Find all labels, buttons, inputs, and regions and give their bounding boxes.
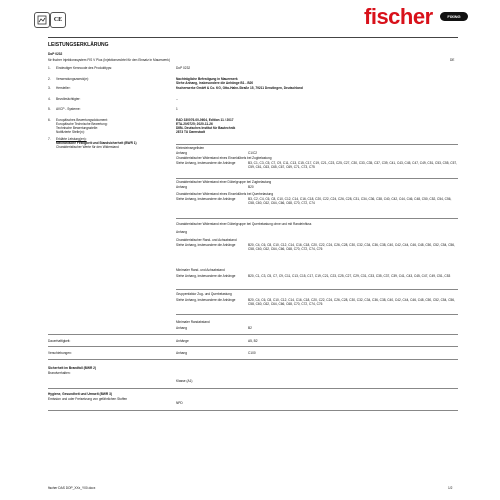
fischer-logo: fischer (364, 4, 433, 29)
footer-page-number: 1/2 (448, 486, 453, 490)
page-title: LEISTUNGSERKLÄRUNG (48, 42, 109, 48)
divider (176, 218, 458, 219)
divider (176, 289, 458, 290)
divider (48, 359, 458, 360)
doc-subtitle: für fischer Injektionssystem FIS V Plus (Injektionsmörtel für den Einsatz in Mauerwerk) (48, 58, 170, 62)
document-badge-icon (34, 12, 50, 28)
dop-number: DoP 0232 (48, 52, 63, 56)
footer-filename: fischer DAS DOP_XXx_Y00.docx (48, 486, 96, 490)
divider (176, 144, 458, 145)
divider (48, 346, 458, 347)
header-rule (48, 37, 458, 38)
divider (176, 314, 458, 315)
divider (48, 334, 458, 335)
divider (48, 410, 458, 411)
divider (48, 388, 458, 389)
divider (176, 178, 458, 179)
ce-mark-icon: CE (50, 12, 66, 28)
doc-language: DE (450, 58, 455, 62)
fixing-mark-icon: FIXING (440, 12, 468, 21)
